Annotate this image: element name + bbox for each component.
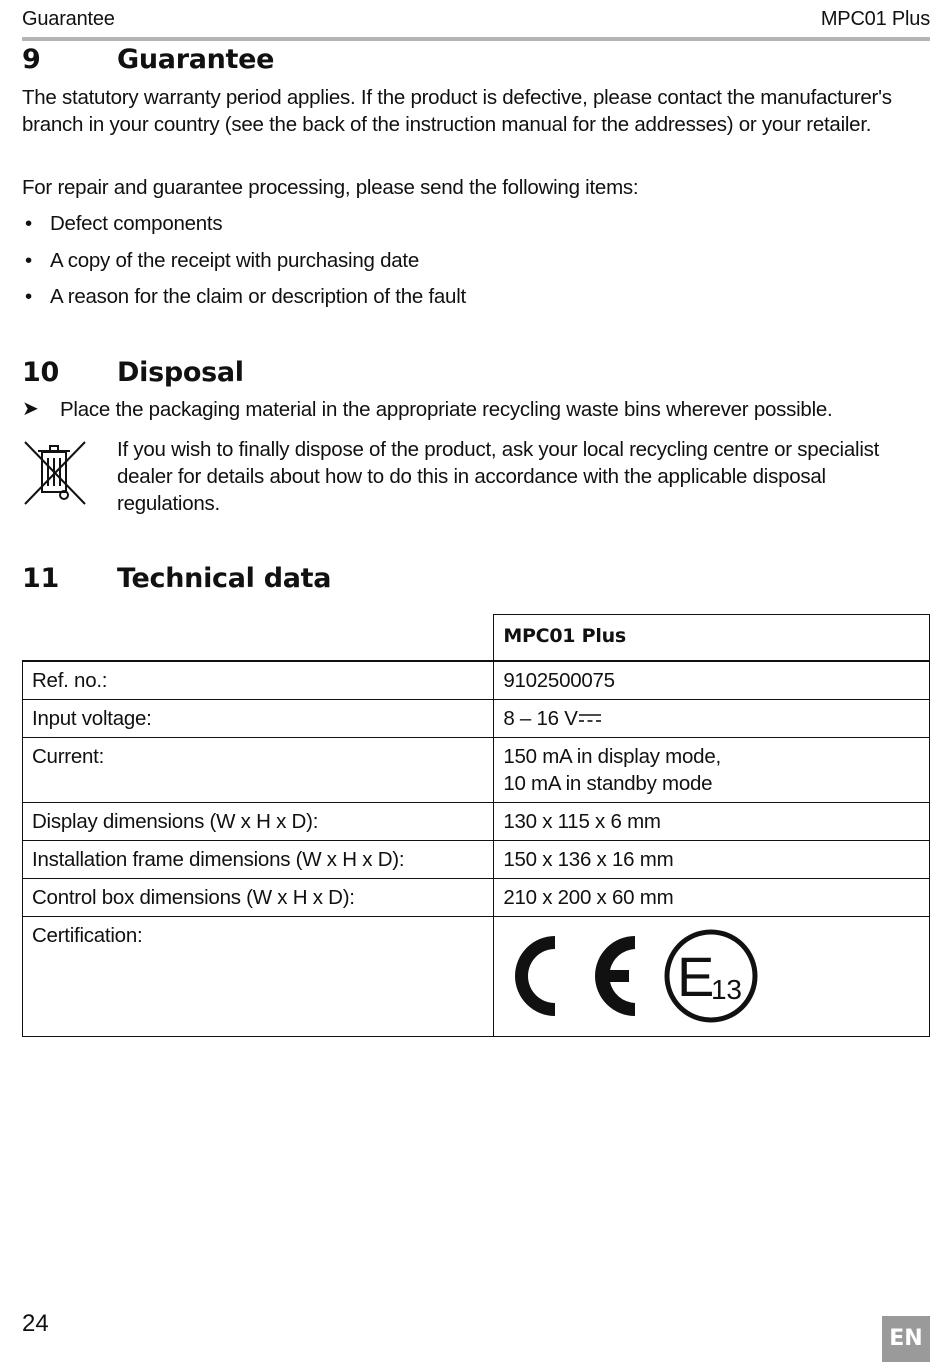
spec-label: Ref. no.: xyxy=(23,661,494,700)
table-row xyxy=(23,802,930,840)
empty-header-cell xyxy=(23,615,494,661)
section-number: 10 xyxy=(22,357,59,388)
table-row xyxy=(23,699,930,737)
list-item xyxy=(22,210,930,247)
spec-value: 130 x 115 x 6 mm xyxy=(494,802,930,840)
spec-value-cell xyxy=(494,737,930,802)
spec-value: 150 mA in display mode, xyxy=(503,744,721,768)
guarantee-item-list xyxy=(22,210,930,320)
e13-mark-icon xyxy=(661,926,761,1026)
spec-value-line2: 10 mA in standby mode xyxy=(503,771,713,795)
list-item-text: A copy of the receipt with purchasing date xyxy=(50,248,419,272)
spec-value: 8 – 16 V xyxy=(503,706,578,730)
arrow-bullet-icon: ➤ xyxy=(22,398,39,420)
table-row xyxy=(23,878,930,916)
spec-label: Control box dimensions (W x H x D): xyxy=(23,878,494,916)
spec-label: Certification: xyxy=(23,916,494,1036)
spec-value: 210 x 200 x 60 mm xyxy=(494,878,930,916)
crossed-out-wheelie-bin-icon xyxy=(22,438,88,508)
list-item xyxy=(22,283,930,320)
spec-value-cell xyxy=(494,699,930,737)
header-product: MPC01 Plus xyxy=(820,8,930,30)
disposal-note: If you wish to finally dispose of the product, ask your local recycling centre or specialist dealer for details about how to do this in accordance with the applicable disposal regulations. xyxy=(117,438,880,515)
header-rule xyxy=(22,37,930,41)
e-mark-letter: E xyxy=(677,944,715,1008)
ce-mark-icon xyxy=(503,926,653,1026)
running-header xyxy=(22,8,930,34)
spec-label: Input voltage: xyxy=(23,699,494,737)
table-row xyxy=(23,916,930,1036)
section-number: 11 xyxy=(22,563,59,594)
table-row xyxy=(23,661,930,700)
section-number: 9 xyxy=(22,44,41,75)
table-row xyxy=(23,840,930,878)
table-header-row xyxy=(23,615,930,661)
language-badge: EN xyxy=(882,1316,930,1362)
bullet-icon: • xyxy=(25,212,32,235)
header-chapter: Guarantee xyxy=(22,8,115,30)
column-header: MPC01 Plus xyxy=(494,615,930,661)
spec-value: 150 x 136 x 16 mm xyxy=(494,840,930,878)
direct-current-icon xyxy=(579,712,601,724)
spec-value: 9102500075 xyxy=(494,661,930,700)
guarantee-items-intro: For repair and guarantee processing, please send the following items: xyxy=(22,176,639,199)
bullet-icon: • xyxy=(25,248,32,272)
guarantee-paragraph: The statutory warranty period applies. If the product is defective, please contact the manufacturer's branch in your country (see the back of the instruction manual for the addresses) or your retailer. xyxy=(22,86,892,136)
spec-label: Current: xyxy=(23,737,494,802)
list-item-text: A reason for the claim or description of the fault xyxy=(50,285,466,308)
manual-page xyxy=(22,0,930,1364)
section-title: Disposal xyxy=(117,357,244,388)
e-mark-number: 13 xyxy=(711,973,742,1005)
technical-data-table xyxy=(22,614,930,1037)
certification-cell xyxy=(494,916,930,1036)
bullet-icon: • xyxy=(25,285,32,308)
section-title: Guarantee xyxy=(117,44,275,75)
section-title: Technical data xyxy=(117,563,332,594)
list-item-text: Defect components xyxy=(50,212,223,235)
table-row xyxy=(23,737,930,802)
list-item xyxy=(22,247,930,284)
spec-label: Display dimensions (W x H x D): xyxy=(23,802,494,840)
spec-label: Installation frame dimensions (W x H x D): xyxy=(23,840,494,878)
instruction-text: Place the packaging material in the appropriate recycling waste bins wherever possible. xyxy=(60,398,833,421)
certification-logos xyxy=(503,926,920,1026)
page-number: 24 xyxy=(22,1310,49,1337)
